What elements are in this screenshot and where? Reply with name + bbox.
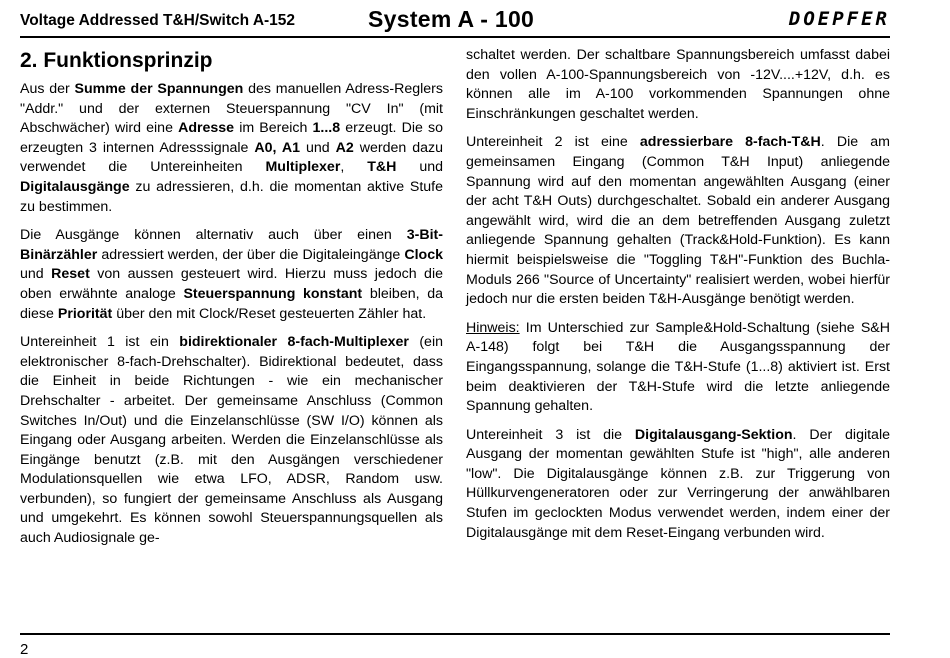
bold-term: 3-Bit-Binärzähler xyxy=(20,227,443,263)
text-run: adressiert werden, der über die Digitaleingänge xyxy=(97,246,405,263)
paragraph xyxy=(20,80,443,217)
paragraph xyxy=(466,319,890,417)
module-title: Voltage Addressed T&H/Switch A-152 xyxy=(20,12,296,29)
text-run: erzeugt. Die so erzeugten 3 internen Adresssignale xyxy=(20,120,443,156)
bold-term: A0, A1 xyxy=(254,139,301,156)
doepfer-logo: DOEPFER xyxy=(788,8,890,30)
bold-term: 1...8 xyxy=(312,120,341,137)
right-paragraphs xyxy=(466,46,890,543)
bold-term: Digitalausgänge xyxy=(20,178,130,195)
text-run: und xyxy=(20,266,52,283)
bold-term: Multiplexer xyxy=(265,159,341,176)
text-run: Im Unterschied zur Sample&Hold-Schaltung (siehe S&H A-148) folgt bei T&H die Ausgangsspannung der Eingangsspannung, solange die T&H-Stufe (1...8) aktiviert ist. Erst beim deaktivieren der T&H-Stufe wird die letzte anliegende Spannung gehalten. xyxy=(466,319,890,415)
header-rule xyxy=(20,36,890,38)
text-run: Untereinheit 2 ist eine xyxy=(466,134,640,151)
bold-term: Digitalausgang-Sektion xyxy=(634,426,793,443)
page-number: 2 xyxy=(20,641,29,658)
bold-term: bidirektionaler 8-fach-Multiplexer xyxy=(179,334,409,351)
text-run: . Der digitale Ausgang der momentan gewählten Stufe ist "high", alle anderen "low". Die Digitalausgänge können z.B. zur Triggerung von Hüllkurvengeneratoren oder zur Verringerung der anwählbaren Stufen im geclockten Modus verwendet werden, indem einer der Digitalausgänge mit dem Reset-Eingang verbunden wird. xyxy=(466,426,890,541)
text-run: von aussen gesteuert wird. Hierzu muss jedoch die oben erwähnte analoge xyxy=(20,266,443,302)
paragraph xyxy=(466,426,890,544)
text-run: zu adressieren, d.h. die momentan aktive Stufe zu bestimmen. xyxy=(20,178,443,215)
section-heading: 2. Funktionsprinzip xyxy=(20,49,213,72)
text-run: . Die am gemeinsamen Eingang (Common T&H Input) anliegende Spannung wird auf den momentan angewählten Ausgang (einer der acht T&H Outs) durchgeschaltet. Sobald ein anderer Ausgang angewählt wird, wird die an dem betreffenden Ausgang zuletzt anliegende Spannung gehalten (Track&Hold-Funktion). Es kann hiermit beispielsweise die "Toggling T&H"-Funktion des Buchla-Moduls 266 "Source of Uncertainty" realisiert werden, wobei hierfür jedoch nur die ersten beiden T&H-Ausgänge benötigt werden. xyxy=(466,134,890,308)
left-column xyxy=(20,48,443,558)
text-run: Untereinheit 1 ist ein xyxy=(20,334,180,351)
text-run: Die Ausgänge können alternativ auch über einen xyxy=(20,227,407,244)
bold-term: Summe der Spannungen xyxy=(74,81,244,97)
bold-term: Priorität xyxy=(57,305,113,322)
text-run: werden dazu verwendet die Untereinheiten xyxy=(20,139,443,176)
text-run: bleiben, da diese xyxy=(20,285,443,322)
system-name: System A - 100 xyxy=(368,6,535,32)
footer-rule xyxy=(20,633,890,635)
paragraph xyxy=(20,226,443,324)
text-run: über den mit Clock/Reset gesteuerten Zähler hat. xyxy=(112,305,427,322)
bold-term: Steuerspannung konstant xyxy=(183,285,363,302)
text-run: (ein elektronischer 8-fach-Drehschalter). Bidirektional bedeutet, dass die Einheit in beide Richtungen - wie ein mechanischer Drehschalter - arbeitet. Der gemeinsame Anschluss (Common Switches In/Out) und die Einzelanschlüsse (SW I/O) können als Eingang oder Ausgang arbeiten. Werden die Einzelanschlüsse als Eingänge benutzt (z.B. mit den Ausgängen verschiedener Modulationsquellen wie etwa LFO, ADSR, Random usw. verbunden), so fungiert der gemeinsame Anschluss als Ausgang und umgekehrt. Es können sowohl Steuerspannungsquellen als auch Audiosignale ge- xyxy=(20,334,443,547)
bold-term: A2 xyxy=(335,139,354,156)
bold-term: Reset xyxy=(51,266,90,283)
paragraph xyxy=(20,333,443,549)
left-paragraphs xyxy=(20,80,443,549)
paragraph xyxy=(466,133,890,309)
text-run: und xyxy=(300,139,336,156)
text-run: Untereinheit 3 ist die xyxy=(466,426,635,443)
paragraph xyxy=(466,46,890,124)
text-run: , xyxy=(340,159,368,176)
bold-term: Clock xyxy=(404,246,443,263)
text-run: des manuellen Adress-Reglers "Addr." und der externen Steuerspannung "CV In" (mit Abschwächer) wird eine xyxy=(20,81,443,137)
bold-term: T&H xyxy=(367,159,397,176)
text-run: schaltet werden. Der schaltbare Spannungsbereich umfasst dabei den vollen A-100-Spannungsbereich von -12V....+12V, d.h. es können alle im A-100 vorkommenden Spannungen ohne Einschränkungen geschaltet werden. xyxy=(466,47,890,122)
bold-term: adressierbare 8-fach-T&H xyxy=(639,134,821,151)
bold-term: Adresse xyxy=(178,120,235,137)
underlined-term: Hinweis: xyxy=(466,319,520,336)
page-header xyxy=(20,6,890,34)
text-run: und xyxy=(396,159,444,176)
right-column xyxy=(466,46,890,552)
text-run: im Bereich xyxy=(234,120,313,137)
text-run: Aus der xyxy=(20,81,75,97)
